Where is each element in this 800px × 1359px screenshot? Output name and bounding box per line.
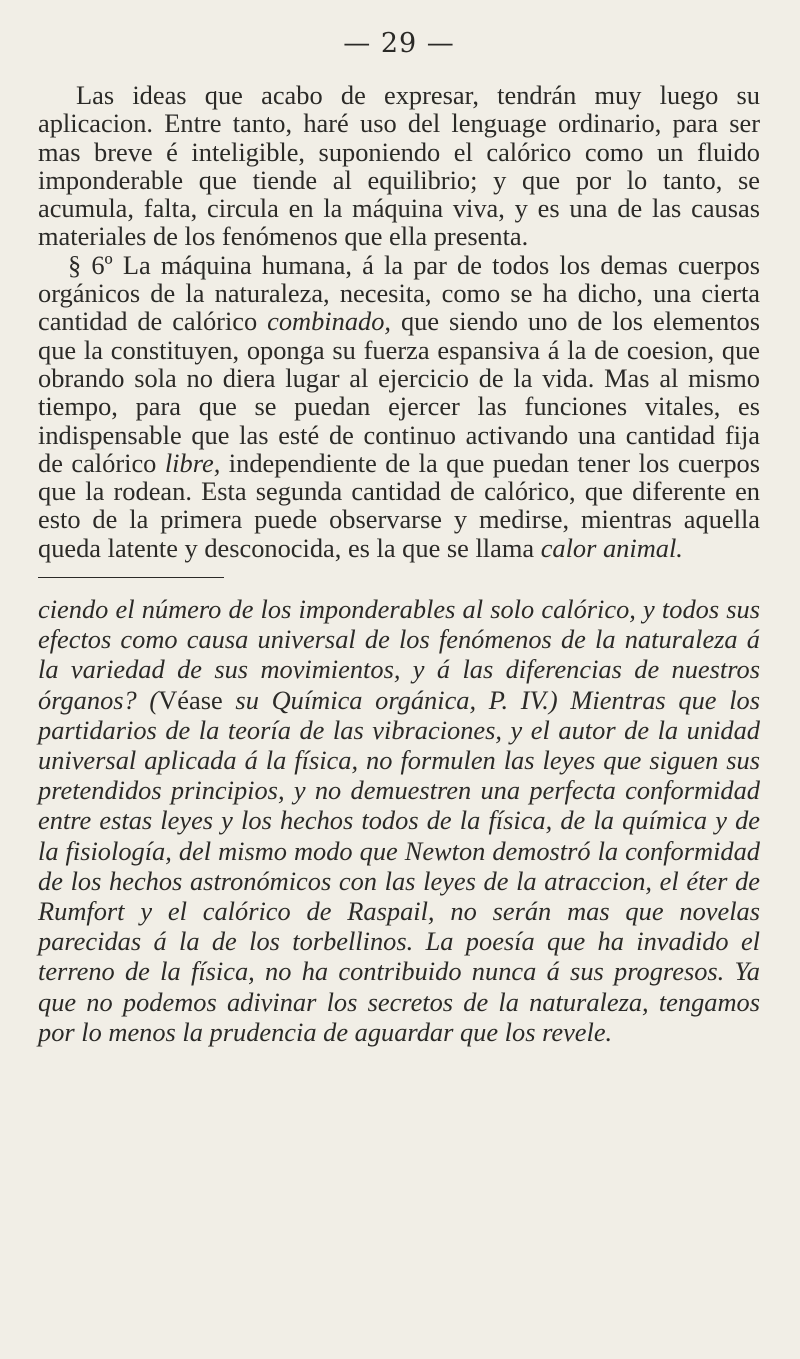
- term-libre: libre,: [164, 447, 221, 478]
- footnote-divider: [38, 577, 224, 578]
- footnote-part-2: su Química orgánica, P. IV.) Mientras que los partidarios de la teoría de las vibraciones, y el autor de la unidad universal aplicada á la física, no formulen las leyes que siguen sus pretendidos principios, y no demuestren una perfecta conformidad entre estas leyes y los hechos todos de la física, de la química y de la fisiología, del mismo modo que Newton demostró la conformidad de los hechos astronómicos con las leyes de la atraccion, el éter de Rumfort y el calórico de Raspail, no serán mas que novelas parecidas á la de los torbellinos. La poesía que ha invadido el terreno de la física, no ha contribuido nunca á sus progresos. Ya que no podemos adivinar los secretos de la naturaleza, tengamos por lo menos la prudencia de aguardar que los revele.: [38, 684, 760, 1047]
- paragraph-2: [38, 251, 760, 562]
- section-mark: § 6º: [68, 249, 113, 280]
- term-combinado: combinado,: [267, 306, 392, 337]
- footnote: [38, 594, 760, 1047]
- footnote-part-1: ciendo el número de los imponderables al solo calórico, y todos sus efectos como causa universal de los fenómenos de la naturaleza á la variedad de sus movimientos, y á las diferencias de nuestros órganos? (: [38, 594, 760, 715]
- term-calor-animal: calor animal.: [540, 532, 683, 563]
- footnote-vease: Véase: [158, 684, 223, 715]
- paragraph-2-text-2: que siendo uno de los elementos que la constituyen, oponga su fuerza espansiva á la de coesion, que obrando sola no diera lugar al ejercicio de la vida. Mas al mismo tiempo, para que se puedan ejercer las funciones vitales, es indispensable que las esté de continuo activando una cantidad fija de calórico: [38, 306, 760, 478]
- paragraph-2-text-3: independiente de la que puedan tener los cuerpos que la rodean. Esta segunda cantidad de calórico, que diferente en esto de la primera puede observarse y medirse, mientras aquella queda latente y desconocida, es la que se llama: [38, 447, 760, 563]
- book-page: [38, 28, 760, 1047]
- paragraph-2-text-1: La máquina humana, á la par de todos los demas cuerpos orgánicos de la naturaleza, necesita, como se ha dicho, una cierta cantidad de calórico: [38, 249, 760, 337]
- paragraph-1: Las ideas que acabo de expresar, tendrán muy luego su aplicacion. Entre tanto, haré uso del lenguage ordinario, para ser mas breve é inteligible, suponiendo el calórico como un fluido imponderable que tiende al equilibrio; y que por lo tanto, se acumula, falta, circula en la máquina viva, y es una de las causas materiales de los fenómenos que ella presenta.: [38, 80, 760, 252]
- page-number: — 29 —: [343, 28, 455, 59]
